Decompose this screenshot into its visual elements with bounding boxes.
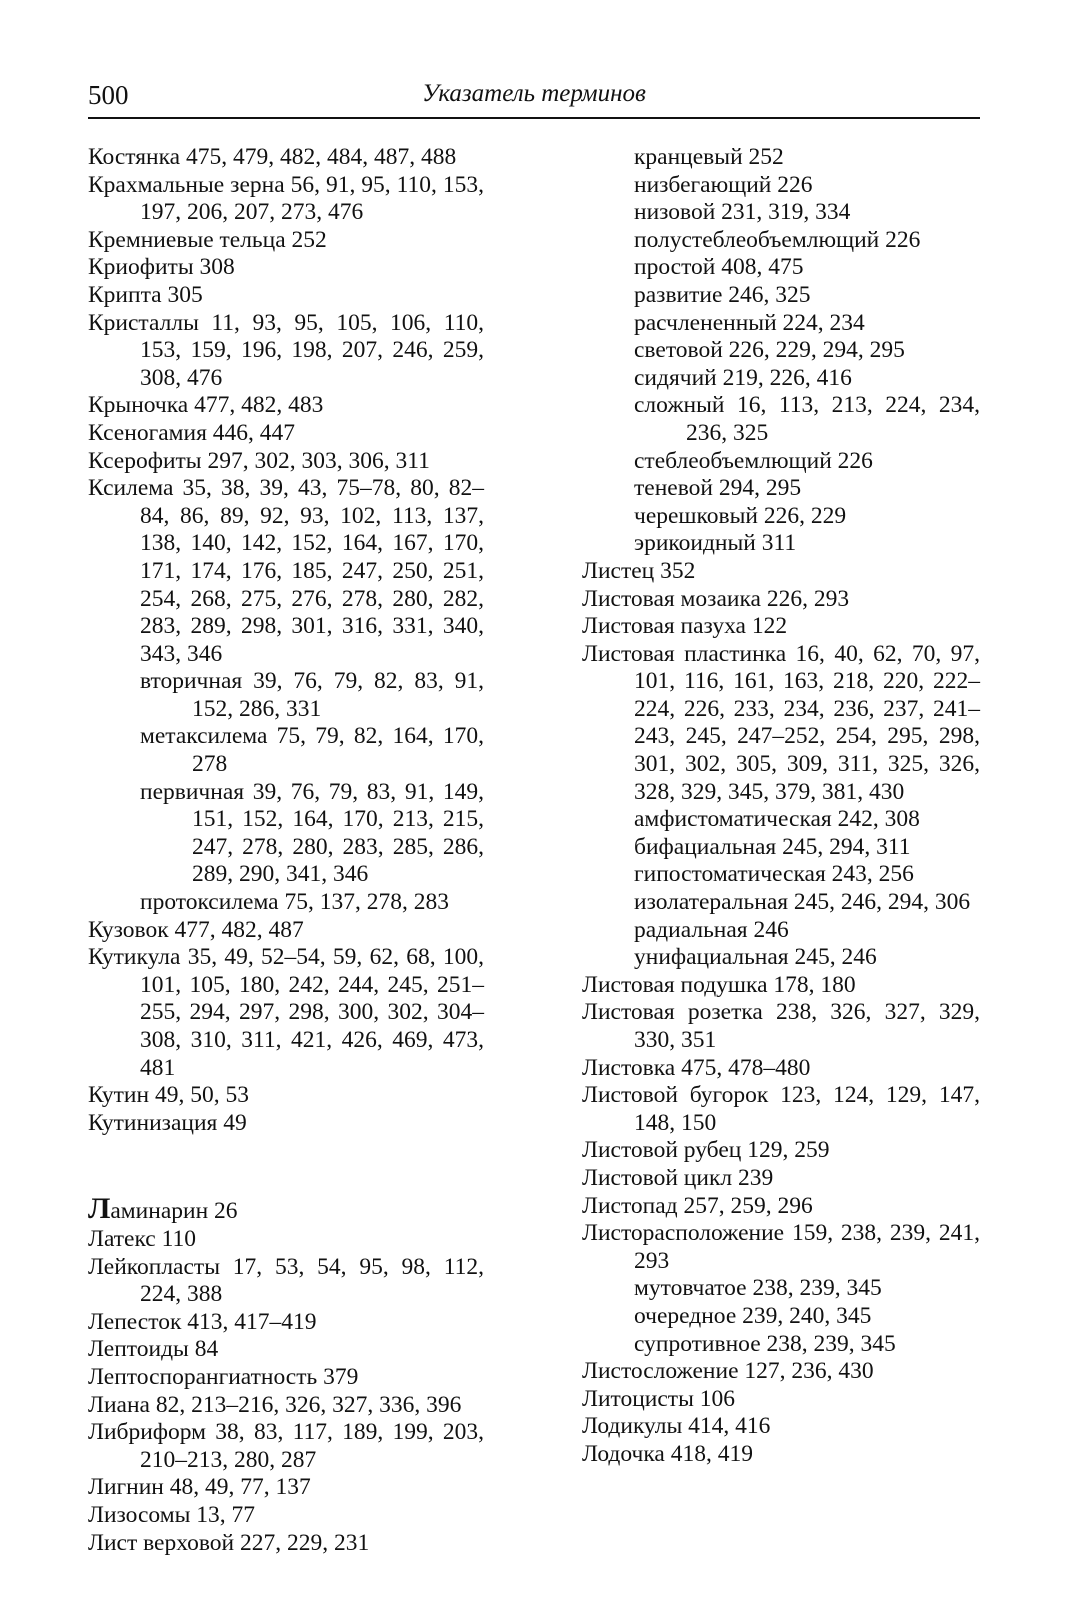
index-subentry: световой 226, 229, 294, 295 [634,337,905,364]
index-subentry: кранцевый 252 [634,144,784,170]
index-entry: Ксилема 35, 38, 39, 43, 75–78, 80, 82–84, 86, 89, 92, 93, 102, 113, 137, 138, 140, 142, 152, 164, 167, 170, 171, 174, 176, 185, 247, 250, 251, 254, 268, 275, 276, 278, 280, 282, 283, 289, 298, 301, 316, 331, 340, 343, 346 [88,475,484,667]
index-subentry: расчлененный 224, 234 [634,309,865,336]
index-subentry: черешковый 226, 229 [634,502,847,529]
index-subentry: бифациальная 245, 294, 311 [634,833,911,860]
index-subentry: изолатеральная 245, 246, 294, 306 [634,889,971,916]
index-subentry: низбегающий 226 [634,171,813,198]
index-entry: Криофиты 308 [88,254,235,281]
index-subentry: унифациальная 245, 246 [634,944,877,971]
index-entry: Листовая подушка 178, 180 [582,971,856,998]
header-rule [88,117,980,119]
index-subentry: теневой 294, 295 [634,475,802,502]
index-entry: Лейкопласты 17, 53, 54, 95, 98, 112, 224, 388 [88,1253,484,1308]
index-entry: Ламинарин 26 [88,1192,238,1226]
index-subentry: вторичная 39, 76, 79, 82, 83, 91, 152, 286, 331 [140,668,484,722]
index-entry: Листовой бугорок 123, 124, 129, 147, 148, 150 [582,1082,980,1136]
index-entry: Кузовок 477, 482, 487 [88,916,304,943]
index-entry: Лодикулы 414, 416 [582,1413,771,1440]
index-entry: Лепесток 413, 417–419 [88,1308,317,1335]
index-entry: Листовой рубец 129, 259 [582,1137,830,1164]
index-entry: Литоцисты 106 [582,1385,735,1412]
index-subentry: низовой 231, 319, 334 [634,199,851,226]
index-entry: Листовая мозаика 226, 293 [582,585,850,612]
index-subentry: первичная 39, 76, 79, 83, 91, 149, 151, 152, 164, 170, 213, 215, 247, 278, 280, 283, 285, 286, 289, 290, 341, 346 [140,778,484,888]
index-column-right [582,144,980,1469]
index-entry: Лигнин 48, 49, 77, 137 [88,1474,311,1501]
letter-group-gap [88,1137,484,1195]
index-entry: Лизосомы 13, 77 [88,1501,256,1528]
index-subentry: полустеблеобъемлющий 226 [634,226,921,253]
index-entry: Листовой цикл 239 [582,1164,774,1191]
index-entry: Лептоспорангиатность 379 [88,1363,359,1390]
index-entry: Латекс 110 [88,1225,196,1252]
index-entry: Листовая пазуха 122 [582,613,788,640]
index-subentry: сложный 16, 113, 213, 224, 234, 236, 325 [634,392,980,446]
index-entry: Лептоиды 84 [88,1336,219,1363]
index-subentry: метаксилема 75, 79, 82, 164, 170, 278 [140,723,484,778]
index-entry: Листопад 257, 259, 296 [582,1192,813,1219]
index-entry: Листорасположение 159, 238, 239, 241, 293 [582,1220,980,1274]
index-entry: Ксеногамия 446, 447 [88,419,296,446]
index-entry: Костянка 475, 479, 482, 484, 487, 488 [88,144,457,170]
index-subentry: гипостоматическая 243, 256 [634,861,914,888]
index-subentry: супротивное 238, 239, 345 [634,1330,896,1357]
index-entry: Кристаллы 11, 93, 95, 105, 106, 110, 153, 159, 196, 198, 207, 246, 259, 308, 476 [88,309,484,391]
index-entry: Кремниевые тельца 252 [88,226,327,253]
index-entry: Крыночка 477, 482, 483 [88,392,324,419]
index-subentry: амфистоматическая 242, 308 [634,806,920,833]
index-entry: Кутикула 35, 49, 52–54, 59, 62, 68, 100, 101, 105, 180, 242, 244, 245, 251–255, 294, 297, 298, 300, 302, 304–308, 310, 311, 421, 426, 469, 473, 481 [88,944,484,1081]
index-entry: Либриформ 38, 83, 117, 189, 199, 203, 210–213, 280, 287 [88,1419,484,1473]
page-number: 500 [88,80,129,110]
index-entry: Лиана 82, 213–216, 326, 327, 336, 396 [88,1391,462,1418]
index-entry: Ксерофиты 297, 302, 303, 306, 311 [88,447,430,474]
index-subentry: эрикоидный 311 [634,530,797,557]
index-subentry: очередное 239, 240, 345 [634,1302,872,1329]
index-subentry: простой 408, 475 [634,254,804,281]
index-entry: Крахмальные зерна 56, 91, 95, 110, 153, 197, 206, 207, 273, 476 [88,171,484,226]
index-subentry: мутовчатое 238, 239, 345 [634,1275,882,1302]
index-entry: Крипта 305 [88,281,203,308]
index-entry: Листовая пластинка 16, 40, 62, 70, 97, 101, 116, 161, 163, 218, 220, 222–224, 226, 233, 234, 236, 237, 241–243, 245, 247–252, 254, 295, 298, 301, 302, 305, 309, 311, 325, 326, 328, 329, 345, 379, 381, 430 [582,640,980,805]
index-subentry: стеблеобъемлющий 226 [634,447,873,474]
index-entry: Листец 352 [582,557,696,584]
index-column-left [88,144,484,1557]
running-title: Указатель терминов [422,80,646,107]
index-entry: Листовка 475, 478–480 [582,1054,811,1081]
index-entry: Кутинизация 49 [88,1109,247,1136]
index-subentry: сидячий 219, 226, 416 [634,364,852,391]
index-entry: Листосложение 127, 236, 430 [582,1358,874,1385]
index-subentry: развитие 246, 325 [634,281,811,308]
index-subentry: радиальная 246 [634,916,789,943]
page-header [88,80,980,114]
index-subentry: протоксилема 75, 137, 278, 283 [140,889,449,916]
index-entry: Лодочка 418, 419 [582,1440,753,1467]
index-entry: Листовая розетка 238, 326, 327, 329, 330, 351 [582,999,980,1053]
index-entry: Лист верховой 227, 229, 231 [88,1529,370,1556]
index-entry: Кутин 49, 50, 53 [88,1082,249,1109]
